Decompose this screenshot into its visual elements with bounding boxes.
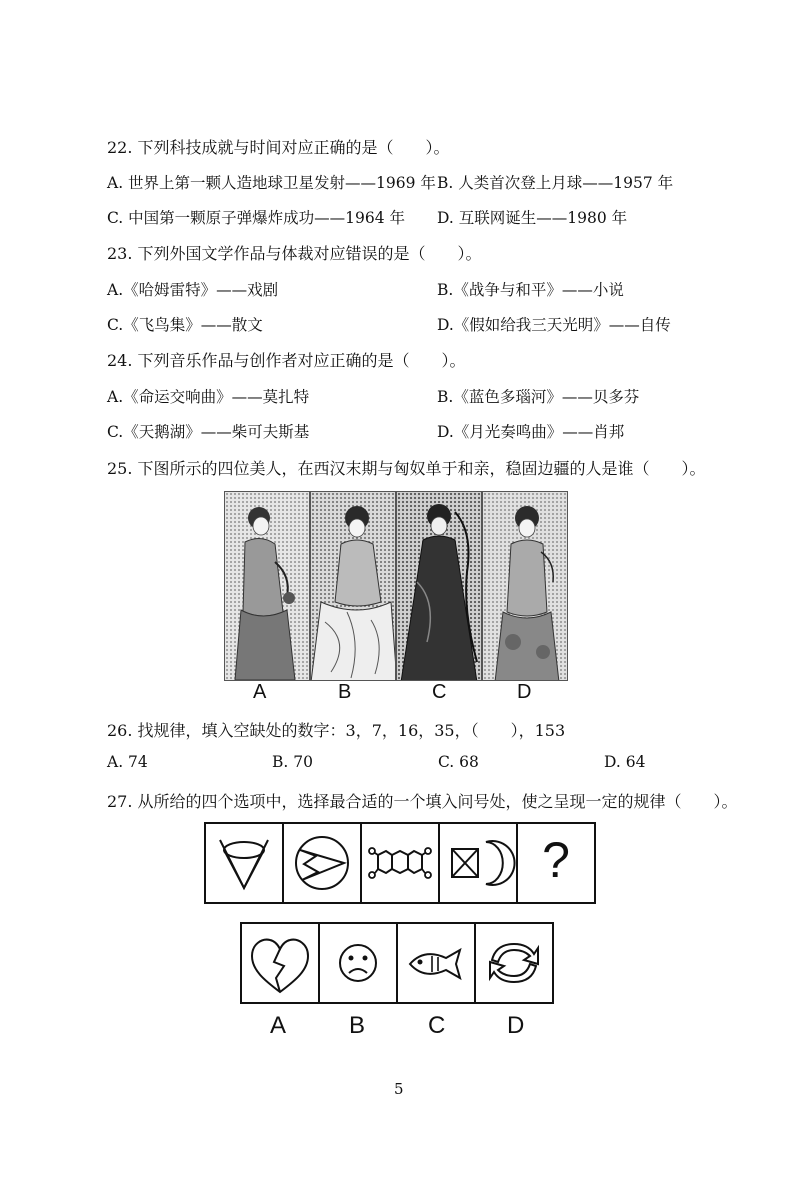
q23-option-c: C.《飞鸟集》——散文 <box>107 316 263 334</box>
q25-label-a: A <box>253 681 267 703</box>
sequence-cell-1 <box>204 822 284 904</box>
sequence-cell-3 <box>360 822 440 904</box>
box-moon-icon <box>440 824 516 902</box>
q27-label-d: D <box>507 1012 525 1039</box>
sad-face-icon <box>320 924 396 1002</box>
q22-option-a: A. 世界上第一颗人造地球卫星发射——1969 年 <box>107 174 436 192</box>
q26-option-d: D. 64 <box>604 753 646 771</box>
circle-zigzag-icon <box>284 824 360 902</box>
q22-option-c: C. 中国第一颗原子弹爆炸成功——1964 年 <box>107 209 406 227</box>
sequence-cell-2 <box>282 822 362 904</box>
beauty-painting-a <box>224 491 310 681</box>
hexagon-chain-icon <box>362 824 438 902</box>
q27-label-c: C <box>428 1012 446 1039</box>
q24-option-c: C.《天鹅湖》——柴可夫斯基 <box>107 423 310 441</box>
q25-label-b: B <box>338 681 352 703</box>
cycle-arrows-icon <box>476 924 552 1002</box>
broken-heart-icon <box>242 924 318 1002</box>
cone-icon <box>206 824 282 902</box>
q22-stem: 22. 下列科技成就与时间对应正确的是（ ）。 <box>107 138 450 157</box>
q22-option-b: B. 人类首次登上月球——1957 年 <box>437 174 674 192</box>
answer-cell-b <box>318 922 398 1004</box>
q23-option-d: D.《假如给我三天光明》——自传 <box>437 316 671 334</box>
answer-cell-d <box>474 922 554 1004</box>
q23-stem: 23. 下列外国文学作品与体裁对应错误的是（ ）。 <box>107 244 482 263</box>
beauty-painting-d <box>482 491 568 681</box>
q26-option-b: B. 70 <box>272 753 313 771</box>
q22-option-d: D. 互联网诞生——1980 年 <box>437 209 628 227</box>
q24-option-a: A.《命运交响曲》——莫扎特 <box>107 388 310 406</box>
sequence-cell-5 <box>516 822 596 904</box>
q26-option-a: A. 74 <box>107 753 148 771</box>
q26-stem: 26. 找规律，填入空缺处的数字：3，7，16，35，（ ），153 <box>107 721 566 740</box>
page-number: 5 <box>394 1080 404 1098</box>
answer-cell-a <box>240 922 320 1004</box>
fish-icon <box>398 924 474 1002</box>
q25-stem: 25. 下图所示的四位美人，在西汉末期与匈奴单于和亲，稳固边疆的人是谁（ ）。 <box>107 459 706 478</box>
q25-label-d: D <box>517 681 532 703</box>
sequence-cell-4 <box>438 822 518 904</box>
q27-stem: 27. 从所给的四个选项中，选择最合适的一个填入问号处，使之呈现一定的规律（ ）。 <box>107 792 738 811</box>
beauties-figure <box>224 491 568 681</box>
beauty-painting-c <box>396 491 482 681</box>
question-mark-icon: ? <box>542 832 570 888</box>
beauty-painting-b <box>310 491 396 681</box>
q24-option-d: D.《月光奏鸣曲》——肖邦 <box>437 423 625 441</box>
q24-option-b: B.《蓝色多瑙河》——贝多芬 <box>437 388 640 406</box>
q23-option-b: B.《战争与和平》——小说 <box>437 281 624 299</box>
q27-label-a: A <box>270 1012 287 1039</box>
q25-label-c: C <box>432 681 447 703</box>
q26-option-c: C. 68 <box>438 753 479 771</box>
q23-option-a: A.《哈姆雷特》——戏剧 <box>107 281 279 299</box>
q24-stem: 24. 下列音乐作品与创作者对应正确的是（ ）。 <box>107 351 466 370</box>
answer-cell-c <box>396 922 476 1004</box>
q27-label-b: B <box>349 1012 366 1039</box>
